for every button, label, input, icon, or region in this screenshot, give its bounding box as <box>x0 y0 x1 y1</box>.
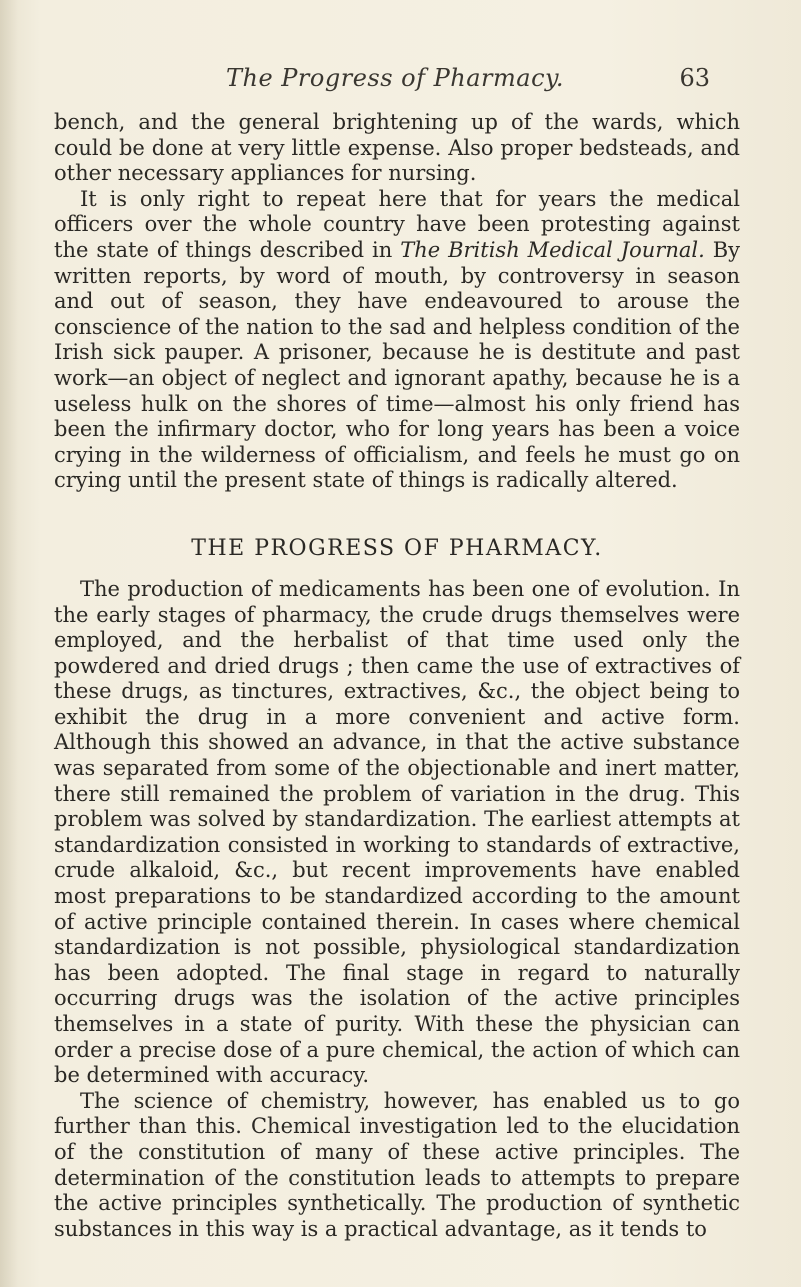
paragraph-medical-officers <box>54 187 740 494</box>
paragraph-continued: bench, and the general brightening up of the wards, which could be done at very little expense. Also proper bedsteads, and other necessary appliances for nursing. <box>54 110 740 186</box>
running-head <box>150 64 710 98</box>
page-number: 63 <box>679 64 710 92</box>
paragraph-text-part: It is only right to repeat here that for years the medical officers over the whole country have been protesting against the state of things described in <box>54 186 740 262</box>
body-text <box>54 110 740 1242</box>
section-heading: THE PROGRESS OF PHARMACY. <box>191 535 603 561</box>
gutter-shadow <box>0 0 18 1287</box>
running-title: The Progress of Pharmacy. <box>225 64 565 92</box>
paragraph-chemistry: The science of chemistry, however, has enabled us to go further than this. Chemical investigation led to the elucidation of the constitution of many of these active principles. The determination of the constitution leads to attempts to prepare the active principles synthetically. The production of synthetic substances in this way is a practical advantage, as it tends to <box>54 1088 740 1241</box>
journal-title: The British Medical Journal. <box>400 237 705 262</box>
paragraph-production: The production of medicaments has been one of evolution. In the early stages of pharmacy, the crude drugs themselves were employed, and the herbalist of that time used only the powdered and dried drugs ; then came the use of extractives of these drugs, as tinctures, extractives, &c., the object being to exhibit the drug in a more convenient and active form. Although this showed an advance, in that the active substance was separated from some of the objectionable and inert matter, there still remained the problem of variation in the drug. This problem was solved by standardization. The earliest attempts at standardization consisted in working to standards of extractive, crude alkaloid, &c., but recent improvements have enabled most preparations to be standardized according to the amount of active principle contained therein. In cases where chemical standardization is not possible, physiological standardization has been adopted. The final stage in regard to naturally occurring drugs was the isolation of the active principles themselves in a state of purity. With these the physician can order a precise dose of a pure chemical, the action of which can be determined with accuracy. <box>54 576 740 1088</box>
paragraph-text-part: By written reports, by word of mouth, by controversy in season and out of season, they have endeavoured to arouse the conscience of the nation to the sad and helpless condition of the Irish sick pauper. A prisoner, because he is destitute and past work—an object of neglect and ignorant apathy, because he is a useless hulk on the shores of time—almost his only friend has been the infirmary doctor, who for long years has been a voice crying in the wilderness of officialism, and feels he must go on crying until the present state of things is radically altered. <box>54 237 740 493</box>
